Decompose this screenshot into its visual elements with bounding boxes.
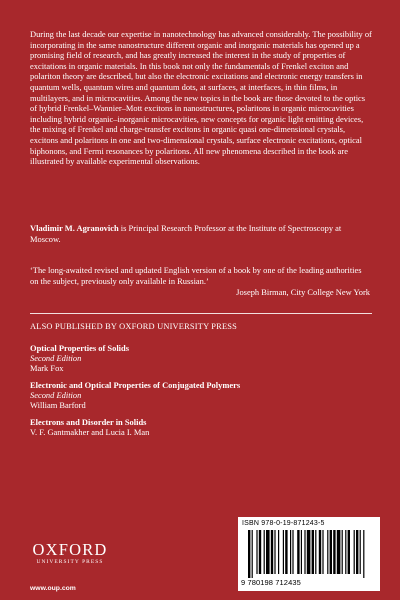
also-published-item — [30, 343, 372, 374]
publisher-logo-main: OXFORD — [32, 540, 108, 559]
author-bio-text: is Principal Research Professor at the Institute of Spectroscopy at Moscow. — [30, 223, 342, 244]
book-title: Optical Properties of Solids — [30, 343, 129, 353]
also-published-heading: ALSO PUBLISHED BY OXFORD UNIVERSITY PRESS — [30, 322, 237, 331]
book-edition: Second Edition — [30, 390, 82, 401]
publisher-logo — [30, 541, 110, 565]
also-published-item — [30, 380, 372, 411]
isbn-barcode — [238, 517, 380, 591]
book-title: Electrons and Disorder in Solids — [30, 417, 147, 427]
divider — [30, 313, 372, 314]
quote-attribution: Joseph Birman, City College New York — [236, 287, 370, 297]
author-bio — [30, 223, 372, 244]
book-edition: Second Edition — [30, 353, 82, 364]
review-quote: ‘The long-awaited revised and updated English version of a book by one of the leading authorities on the subject, previously only available in Russian.’ — [30, 265, 362, 286]
author-name: Vladimir M. Agranovich — [30, 223, 119, 233]
book-title: Electronic and Optical Properties of Conjugated Polymers — [30, 380, 241, 390]
book-author: William Barford — [30, 400, 86, 411]
barcode-icon — [248, 530, 370, 578]
book-author: Mark Fox — [30, 363, 64, 374]
isbn-label: ISBN 978-0-19-871243-5 — [242, 520, 325, 527]
publisher-logo-sub: UNIVERSITY PRESS — [36, 559, 104, 565]
book-description: During the last decade our expertise in nanotechnology has advanced considerably. The possibility of incorporating in the same nanostructure different organic and inorganic materials has opened up a promising field of research, and has greatly increased the interest in the study of properties of excitations in organic materials. In this book not only the fundamentals of Frenkel exciton and polariton theory are described, but also the electronic excitations and electronic energy transfers in quantum wells, quantum wires and quantum dots, at surfaces, at interfaces, in thin films, in multilayers, and in microcavities. Among the new topics in the book are those devoted to the optics of hybrid Frenkel–Wannier–Mott excitons in nanostructures, polaritons in organic microcavities including hybrid organic–inorganic microcavities, new concepts for organic light emitting devices, the mixing of Frenkel and charge-transfer excitons in organic quasi one-dimensional crystals, excitons and polaritons in one and two-dimensional crystals, surface electronic excitations, optical biphonons, and Fermi resonances by polaritons. All new phenomena described in the book are illustrated by available experimental observations. — [30, 29, 372, 167]
publisher-website: www.oup.com — [30, 585, 76, 592]
also-published-item — [30, 417, 372, 437]
book-author: V. F. Gantmakher and Lucia I. Man — [30, 427, 150, 438]
barcode-number: 9 780198 712435 — [241, 578, 301, 587]
